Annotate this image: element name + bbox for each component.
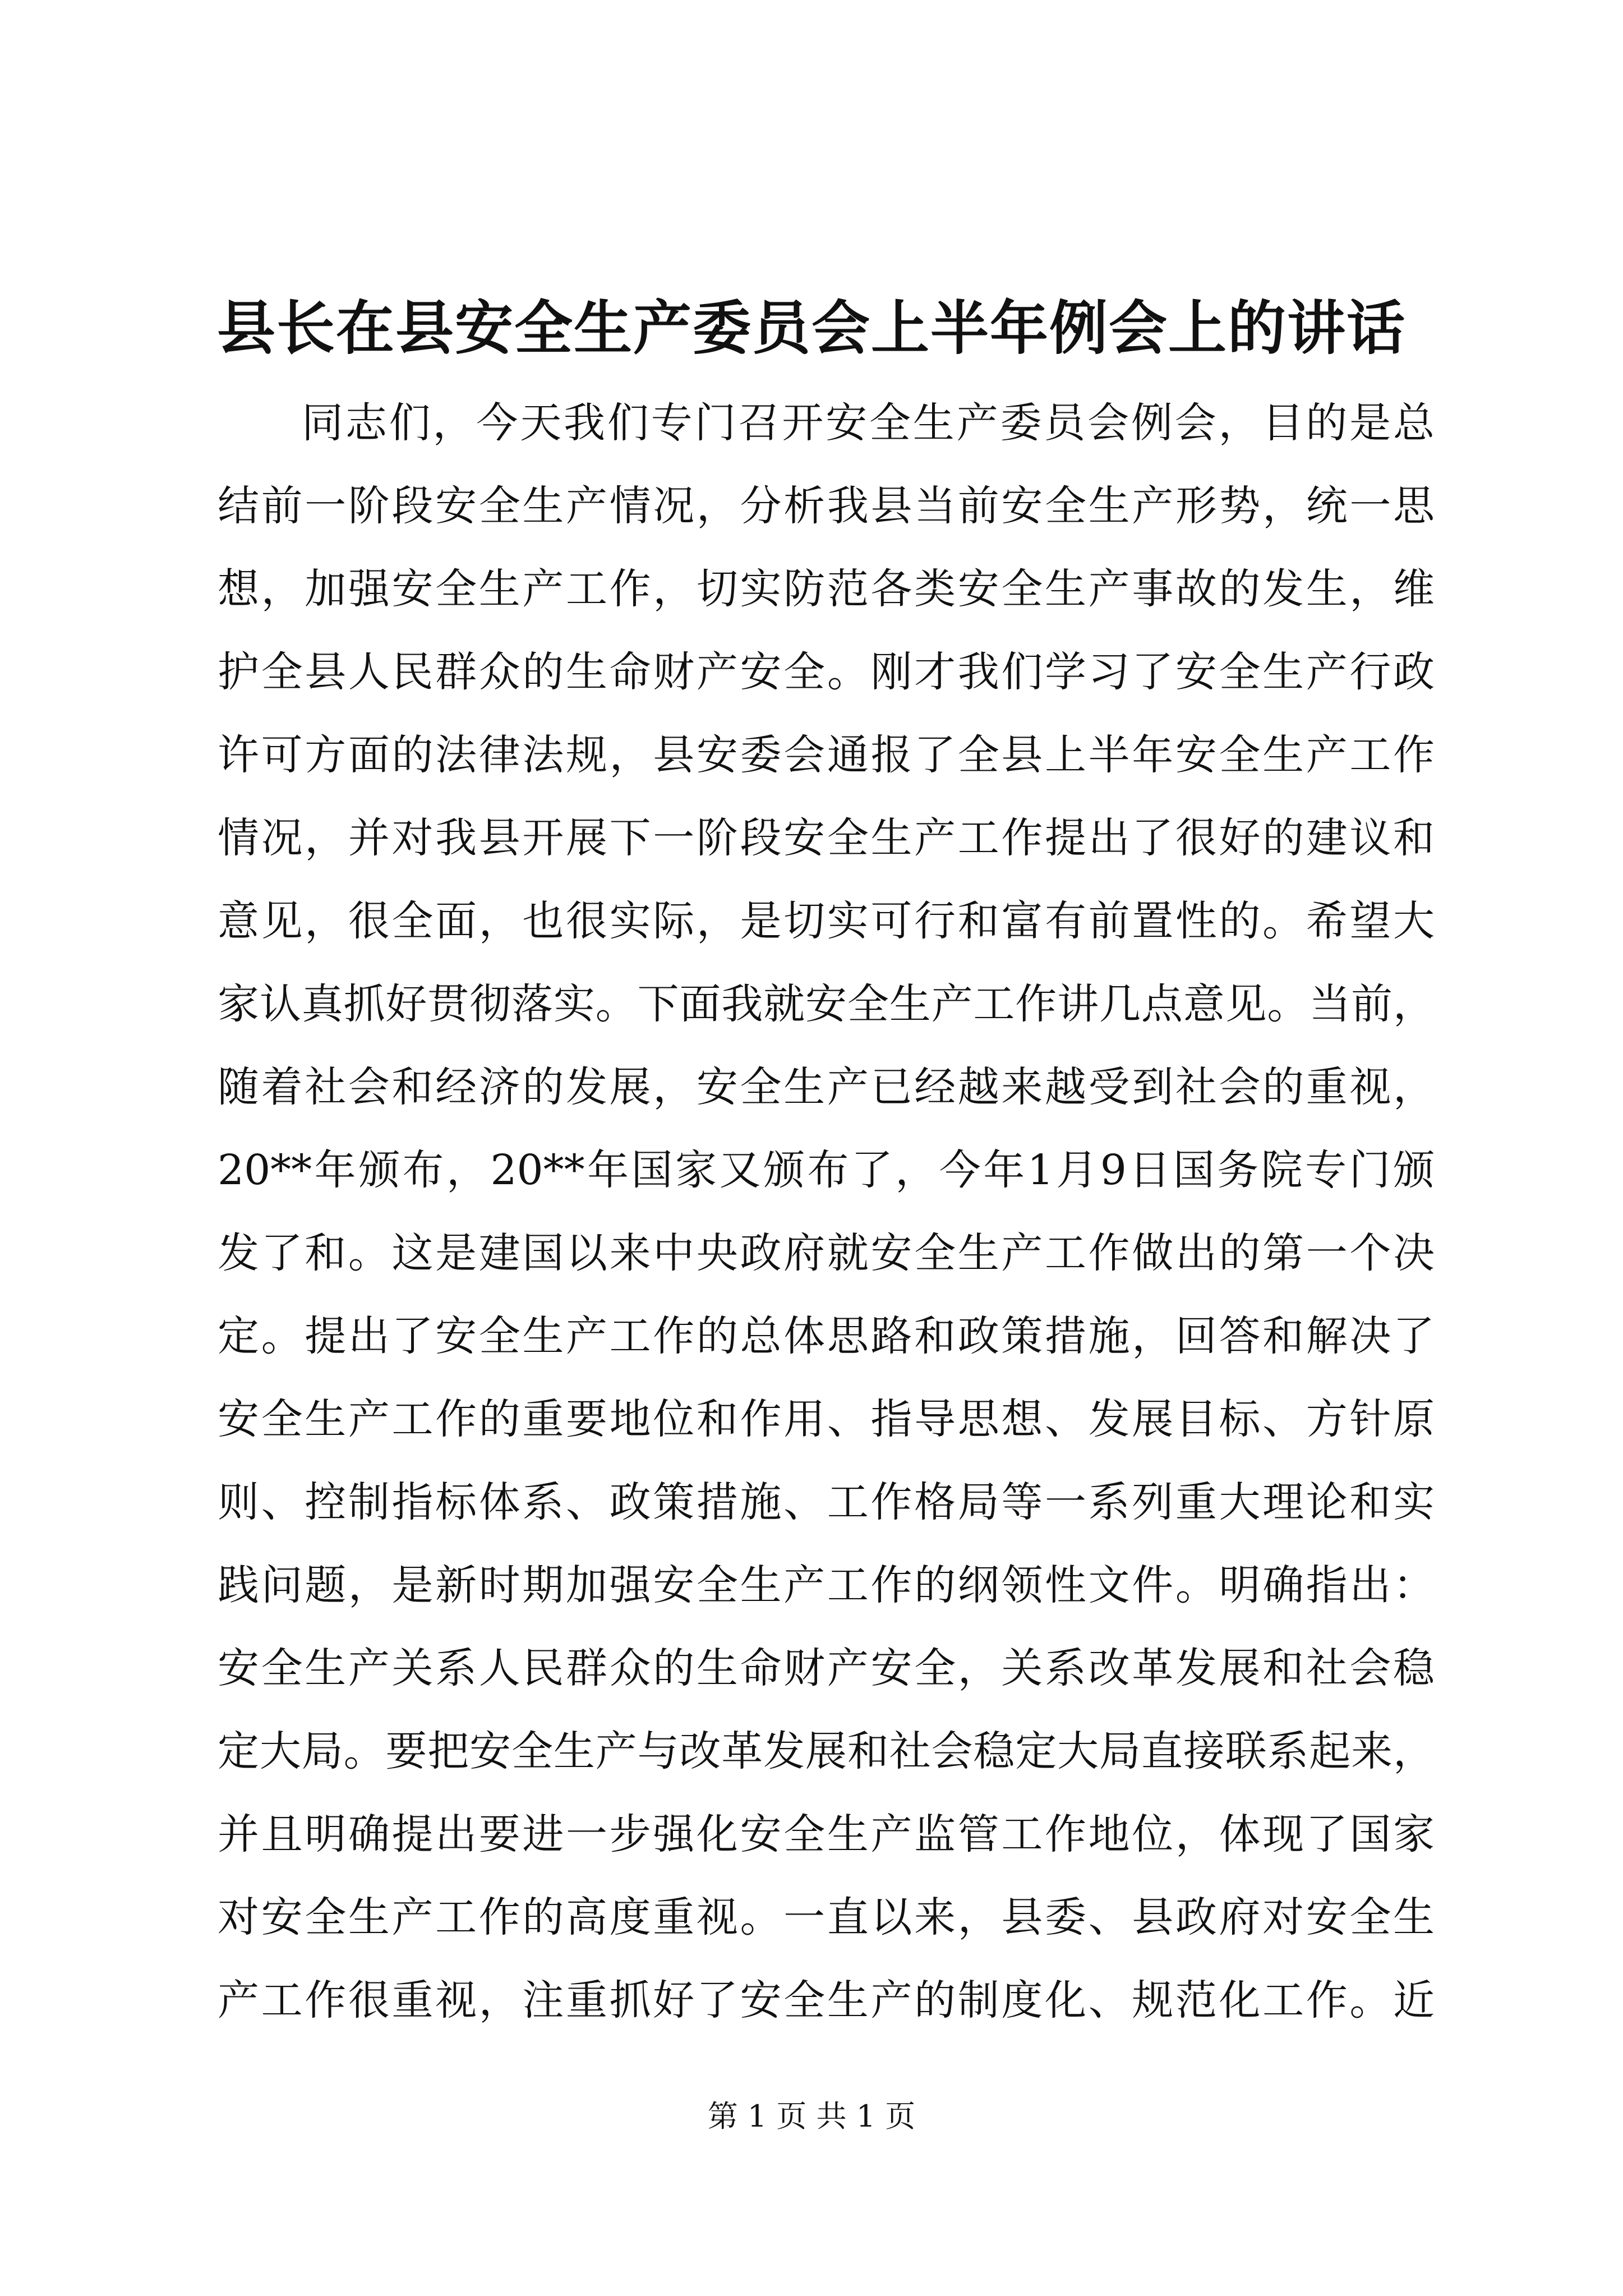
body-line-19: 对安全生产工作的高度重视。一直以来，县委、县政府对安全生 xyxy=(218,1893,1435,1941)
body-line-9: 随着社会和经济的发展，安全生产已经越来越受到社会的重视， xyxy=(218,1063,1435,1111)
body-line-4: 护全县人民群众的生命财产安全。刚才我们学习了安全生产行政 xyxy=(218,648,1435,696)
document-title: 县长在县安全生产委员会上半年例会上的讲话 xyxy=(216,294,1406,362)
body-line-6: 情况，并对我县开展下一阶段安全生产工作提出了很好的建议和 xyxy=(218,814,1435,862)
body-line-17: 定大局。要把安全生产与改革发展和社会稳定大局直接联系起来， xyxy=(218,1727,1435,1775)
body-line-13: 安全生产工作的重要地位和作用、指导思想、发展目标、方针原 xyxy=(218,1395,1435,1443)
body-line-7: 意见，很全面，也很实际，是切实可行和富有前置性的。希望大 xyxy=(218,897,1435,945)
body-line-15: 践问题，是新时期加强安全生产工作的纲领性文件。明确指出： xyxy=(218,1561,1435,1609)
body-line-1: 同志们，今天我们专门召开安全生产委员会例会，目的是总 xyxy=(302,399,1435,447)
body-line-18: 并且明确提出要进一步强化安全生产监管工作地位，体现了国家 xyxy=(218,1810,1435,1858)
body-line-5: 许可方面的法律法规，县安委会通报了全县上半年安全生产工作 xyxy=(218,731,1435,779)
page-number-footer: 第 1 页 共 1 页 xyxy=(707,2099,916,2134)
body-line-10: 20**年颁布，20**年国家又颁布了，今年1月9日国务院专门颁 xyxy=(218,1146,1435,1194)
body-line-3: 想，加强安全生产工作，切实防范各类安全生产事故的发生，维 xyxy=(218,565,1435,613)
body-line-11: 发了和。这是建国以来中央政府就安全生产工作做出的第一个决 xyxy=(218,1229,1435,1277)
body-line-20: 产工作很重视，注重抓好了安全生产的制度化、规范化工作。近 xyxy=(218,1976,1435,2024)
body-line-16: 安全生产关系人民群众的生命财产安全，关系改革发展和社会稳 xyxy=(218,1644,1435,1692)
body-line-2: 结前一阶段安全生产情况，分析我县当前安全生产形势，统一思 xyxy=(218,482,1435,530)
body-line-12: 定。提出了安全生产工作的总体思路和政策措施，回答和解决了 xyxy=(218,1312,1435,1360)
body-line-14: 则、控制指标体系、政策措施、工作格局等一系列重大理论和实 xyxy=(218,1478,1435,1526)
document-body xyxy=(218,381,1435,2042)
body-line-8: 家认真抓好贯彻落实。下面我就安全生产工作讲几点意见。当前， xyxy=(218,980,1435,1028)
